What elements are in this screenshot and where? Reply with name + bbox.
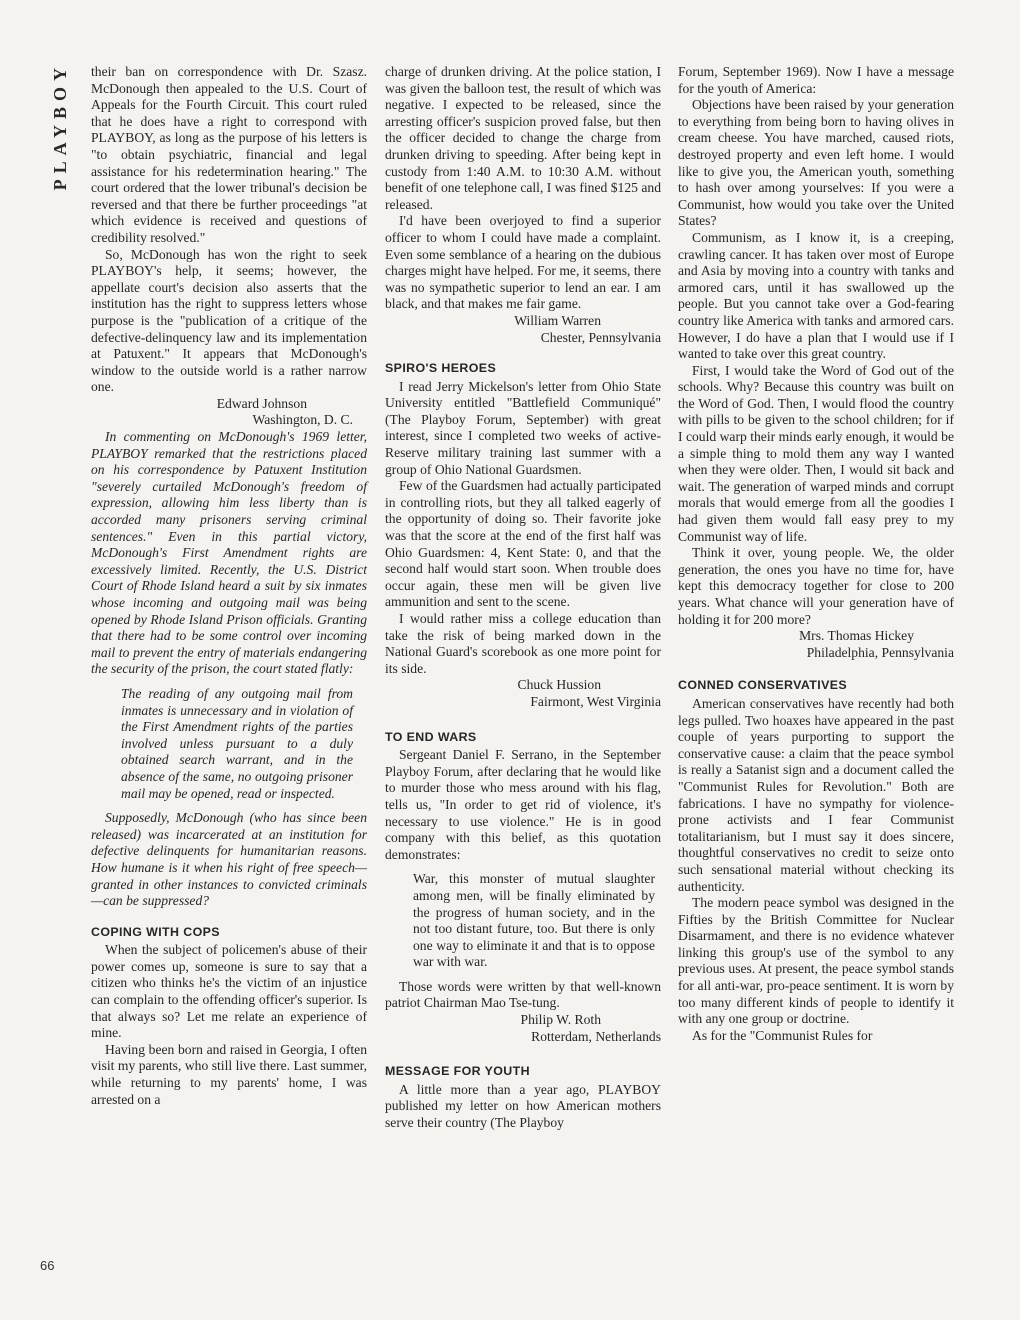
paragraph: Forum, September 1969). Now I have a message for the youth of America: xyxy=(678,64,954,96)
paragraph: Few of the Guardsmen had actually participated in controlling riots, but they all talked eagerly of the opportunity of doing so. Their favorite joke was that the score at the end of the first half was Ohio Guardsmen: 4, Kent State: 0, and that the second half would start soon. When trouble does occur again, these men will be given live ammunition and sent to the scene. xyxy=(385,478,661,610)
editor-response: In commenting on McDonough's 1969 letter, PLAYBOY remarked that the restrictions placed on his correspondence by Patuxent Institution "severely curtailed McDonough's freedom of expression, allowing him less liberty than is accorded many prisoners serving criminal sentences." Even in this partial victory, McDonough's First Amendment rights are excessively limited. Recently, the U.S. District Court of Rhode Island heard a suit by six inmates whose incoming and outgoing mail was being opened by Rhode Island Prison officials. Granting that there had to be some control over incoming mail to prevent the entry of materials endangering the security of the prison, the court stated flatly: xyxy=(91,429,367,677)
editor-response: Supposedly, McDonough (who has since been released) was incarcerated at an institution for defective delinquents for humanitarian reasons. How humane is it when his right of free speech—granted in other instances to convicted criminals—can be suppressed? xyxy=(91,810,367,909)
paragraph: Having been born and raised in Georgia, I often visit my parents, who still live there. Last summer, while returning to my parents' home, I was arrested on a xyxy=(91,1041,367,1107)
masthead: PLAYBOY xyxy=(50,62,70,191)
section-heading: COPING WITH COPS xyxy=(91,924,220,939)
signature-place: Rotterdam, Netherlands xyxy=(531,1028,661,1044)
block-quote: War, this monster of mutual slaughter among men, will be finally eliminated by the progress of human society, and in the not too distant future, too. But there is only one way to eliminate it and that is to oppose war with war. xyxy=(413,871,655,970)
signature-name: Edward Johnson xyxy=(216,395,307,411)
signature-place: Chester, Pennsylvania xyxy=(540,329,661,345)
page-number: 66 xyxy=(40,1258,55,1273)
paragraph: Those words were written by that well-known patriot Chairman Mao Tse-tung. xyxy=(385,978,661,1011)
paragraph: charge of drunken driving. At the police station, I was given the balloon test, the result of which was negative. I expected to be released, since the arresting officer's suspicion proved false, but then the officer decided to change the charge from drunken driving to speeding. After being kept in custody from 1:40 A.M. to 10:30 A.M. without benefit of one telephone call, I was fined $125 and released. xyxy=(385,64,661,212)
paragraph: Objections have been raised by your generation to everything from being born to having olives in cream cheese. You have marched, caused riots, destroyed property and even left home. I would like to give you, the American youth, something to hash over among yourselves: If you were a Communist, how would you take over the United States? xyxy=(678,97,954,229)
paragraph: American conservatives have recently had both legs pulled. Two hoaxes have appeared in the past couple of years purporting to support the conservative cause: a claim that the peace symbol is really a Satanist sign and a document called the "Communist Rules for Revolution." Both are fabrications. I have no sympathy for violence-prone activists and I fear Communist totalitarianism, but I must say it does sincere, thoughtful conservatives no credit to seize onto such sensational material without checking its authenticity. xyxy=(678,695,954,894)
signature-name: Philip W. Roth xyxy=(520,1012,601,1028)
paragraph: When the subject of policemen's abuse of their power comes up, someone is sure to say that a citizen who thinks he's the victim of an injustice can complain to the offending officer's superior. Is that always so? Let me relate an experience of mine. xyxy=(91,942,367,1041)
signature-place: Washington, D. C. xyxy=(252,412,353,428)
paragraph: The modern peace symbol was designed in the Fifties by the British Committee for Nuclear Disarmament, and there is no evidence whatever linking this group's use of the symbol to any previous uses. At present, the peace symbol stands for all anti-war, pro-peace sentiment. It is worn by too many different kinds of people to identify it with any one group or doctrine. xyxy=(678,895,954,1027)
block-quote: The reading of any outgoing mail from inmates is unnecessary and in violation of the First Amendment rights of the parties involved unless pursuant to a duly obtained search warrant, and in the absence of the same, no outgoing prisoner mail may be opened, read or inspected. xyxy=(121,685,353,801)
paragraph: So, McDonough has won the right to seek PLAYBOY's help, it seems; however, the appellate court's decision also asserts that the institution has the right to suppress letters whose purpose is the "publication of a critique of the defective-delinquency law and its implementation at Patuxent." It appears that McDonough's window to the outside world is a rather narrow one. xyxy=(91,246,367,395)
paragraph: As for the "Communist Rules for xyxy=(692,1027,873,1043)
paragraph: their ban on correspondence with Dr. Szasz. McDonough then appealed to the U.S. Court of Appeals for the Fourth Circuit. This court ruled that he does have a right to correspond with PLAYBOY, as long as the purpose of his letters is "to obtain psychiatric, financial and legal assistance for his redetermination hearing." The court ordered that the lower tribunal's decision be reversed and that there be further proceedings "at which evidence is received and questions of credibility resolved." xyxy=(91,64,367,245)
section-heading: CONNED CONSERVATIVES xyxy=(678,678,848,693)
column-2 xyxy=(385,64,661,1132)
paragraph: Communism, as I know it, is a creeping, crawling cancer. It has taken over most of Europe and Asia by moving into a country with tanks and armored cars, until it has swallowed up the people. But you cannot take over a God-fearing country like America with tanks and armored cars. However, I do have a plan that I would use if I wanted to take over this great country. xyxy=(678,229,954,362)
column-3 xyxy=(678,64,954,1044)
paragraph: Think it over, young people. We, the older generation, the ones you have no time for, have kept this democracy together for close to 200 years. What chance will your generation have of holding it for 200 more? xyxy=(678,545,954,627)
paragraph: A little more than a year ago, PLAYBOY published my letter on how American mothers serve their country (The Playboy xyxy=(385,1081,661,1131)
section-heading: MESSAGE FOR YOUTH xyxy=(385,1064,530,1079)
signature-name: Chuck Hussion xyxy=(517,677,601,693)
paragraph: I'd have been overjoyed to find a superior officer to whom I could have made a complaint. Even some semblance of a hearing on the dubious charges might have helped. For me, it seems, there was no sympathetic superior to lend an ear. I am black, and that makes me fair game. xyxy=(385,213,661,312)
section-heading: SPIRO'S HEROES xyxy=(385,361,497,376)
signature-name: Mrs. Thomas Hickey xyxy=(799,628,914,644)
section-heading: TO END WARS xyxy=(385,729,477,744)
column-1 xyxy=(91,64,367,1108)
signature-place: Fairmont, West Virginia xyxy=(530,693,661,709)
paragraph: Sergeant Daniel F. Serrano, in the September Playboy Forum, after declaring that he would like to murder those who mess around with his flag, tells us, "In order to get rid of violence, it's necessary to use violence." He is in good company with this belief, as this quotation demonstrates: xyxy=(385,747,661,862)
paragraph: First, I would take the Word of God out of the schools. Why? Because this country was built on the Word of God. Then, I would flood the country with pills to be given to the school children; for if I could warp their minds early enough, it would be a simple thing to mold them any way I wanted when they were older. Then, I would sit back and wait. The generation of warped minds and corrupt morals that would emerge from all the goodies I had given them would fall easy prey to my Communist way of life. xyxy=(678,362,954,544)
paragraph: I read Jerry Mickelson's letter from Ohio State University entitled "Battlefield Communiqué" (The Playboy Forum, September) with great interest, since I completed two weeks of active-Reserve military training last summer with a group of Ohio National Guardsmen. xyxy=(385,378,661,477)
signature-place: Philadelphia, Pennsylvania xyxy=(806,644,954,660)
paragraph: I would rather miss a college education than take the risk of being marked down in the National Guard's scorebook as one more point for its side. xyxy=(385,611,661,676)
signature-name: William Warren xyxy=(514,312,601,328)
